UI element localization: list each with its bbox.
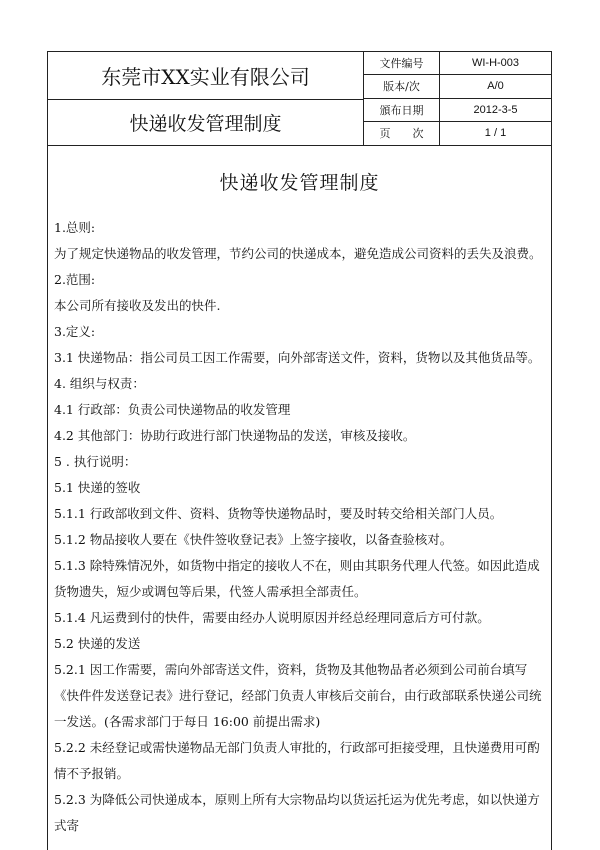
meta-value: A/0 <box>487 80 504 93</box>
meta-label: 版本/次 <box>364 75 440 97</box>
header-document-title: 快递收发管理制度 <box>48 100 364 145</box>
paragraph: 5.2.3 为降低公司快递成本，原则上所有大宗物品均以货运托运为优先考虑，如以快递方式寄 <box>54 792 540 833</box>
section-heading-execution: 5 . 执行说明： <box>54 454 137 469</box>
section-heading-definition: 3.定义: <box>54 324 96 339</box>
document-header <box>48 52 551 146</box>
meta-row-doc-number <box>364 52 551 75</box>
body-title: 快递收发管理制度 <box>219 172 380 194</box>
paragraph: 4.2 其他部门：协助行政进行部门快递物品的发送，审核及接收。 <box>54 428 416 443</box>
section-heading-scope: 2.范围: <box>54 272 96 287</box>
paragraph: 5.2.2 未经登记或需快递物品无部门负责人审批的，行政部可拒接受理，且快递费用可酌情不予报销。 <box>54 740 540 781</box>
paragraph: 为了规定快递物品的收发管理，节约公司的快递成本，避免造成公司资料的丢失及浪费。 <box>54 246 542 261</box>
paragraph: 5.2.1 因工作需要，需向外部寄送文件，资料，货物及其他物品者必须到公司前台填写《快件件发送登记表》进行登记，经部门负责人审核后交前台，由行政部联系快递公司统一发送。(各需求部门于每日 16:00 前提出需求) <box>54 662 542 729</box>
meta-value: 1 / 1 <box>484 127 507 140</box>
paragraph: 5.1.3 除特殊情况外，如货物中指定的接收人不在，则由其职务代理人代签。如因此造成货物遗失，短少或调包等后果，代签人需承担全部责任。 <box>54 558 540 599</box>
meta-label: 页 次 <box>364 122 440 145</box>
paragraph: 5.1.2 物品接收人要在《快件签收登记表》上签字接收，以备查验核对。 <box>54 532 453 547</box>
paragraph: 5.1.1 行政部收到文件、资料、货物等快递物品时，要及时转交给相关部门人员。 <box>54 506 503 521</box>
meta-row-page <box>364 122 551 145</box>
meta-label: 文件编号 <box>364 52 440 74</box>
company-name: 东莞市XX实业有限公司 <box>48 52 364 100</box>
meta-row-issue-date <box>364 99 551 122</box>
section-heading-responsibility: 4. 组织与权责： <box>54 376 145 391</box>
subsection-heading-receiving: 5.1 快递的签收 <box>54 480 141 495</box>
meta-value: 2012-3-5 <box>473 103 518 116</box>
meta-row-version <box>364 75 551 98</box>
document-meta-table <box>364 52 551 145</box>
document-page <box>47 51 552 850</box>
subsection-heading-sending: 5.2 快递的发送 <box>54 636 141 651</box>
paragraph: 本公司所有接收及发出的快件. <box>54 298 221 313</box>
paragraph: 5.1.4 凡运费到付的快件，需要由经办人说明原因并经总经理同意后方可付款。 <box>54 610 490 625</box>
paragraph: 3.1 快递物品：指公司员工因工作需要，向外部寄送文件，资料，货物以及其他货品等。 <box>54 350 541 365</box>
meta-label: 頒布日期 <box>364 99 440 121</box>
document-body <box>48 168 551 839</box>
meta-value: WI-H-003 <box>471 57 520 70</box>
paragraph: 4.1 行政部：负责公司快递物品的收发管理 <box>54 402 291 417</box>
section-heading-general: 1.总则: <box>54 220 96 235</box>
